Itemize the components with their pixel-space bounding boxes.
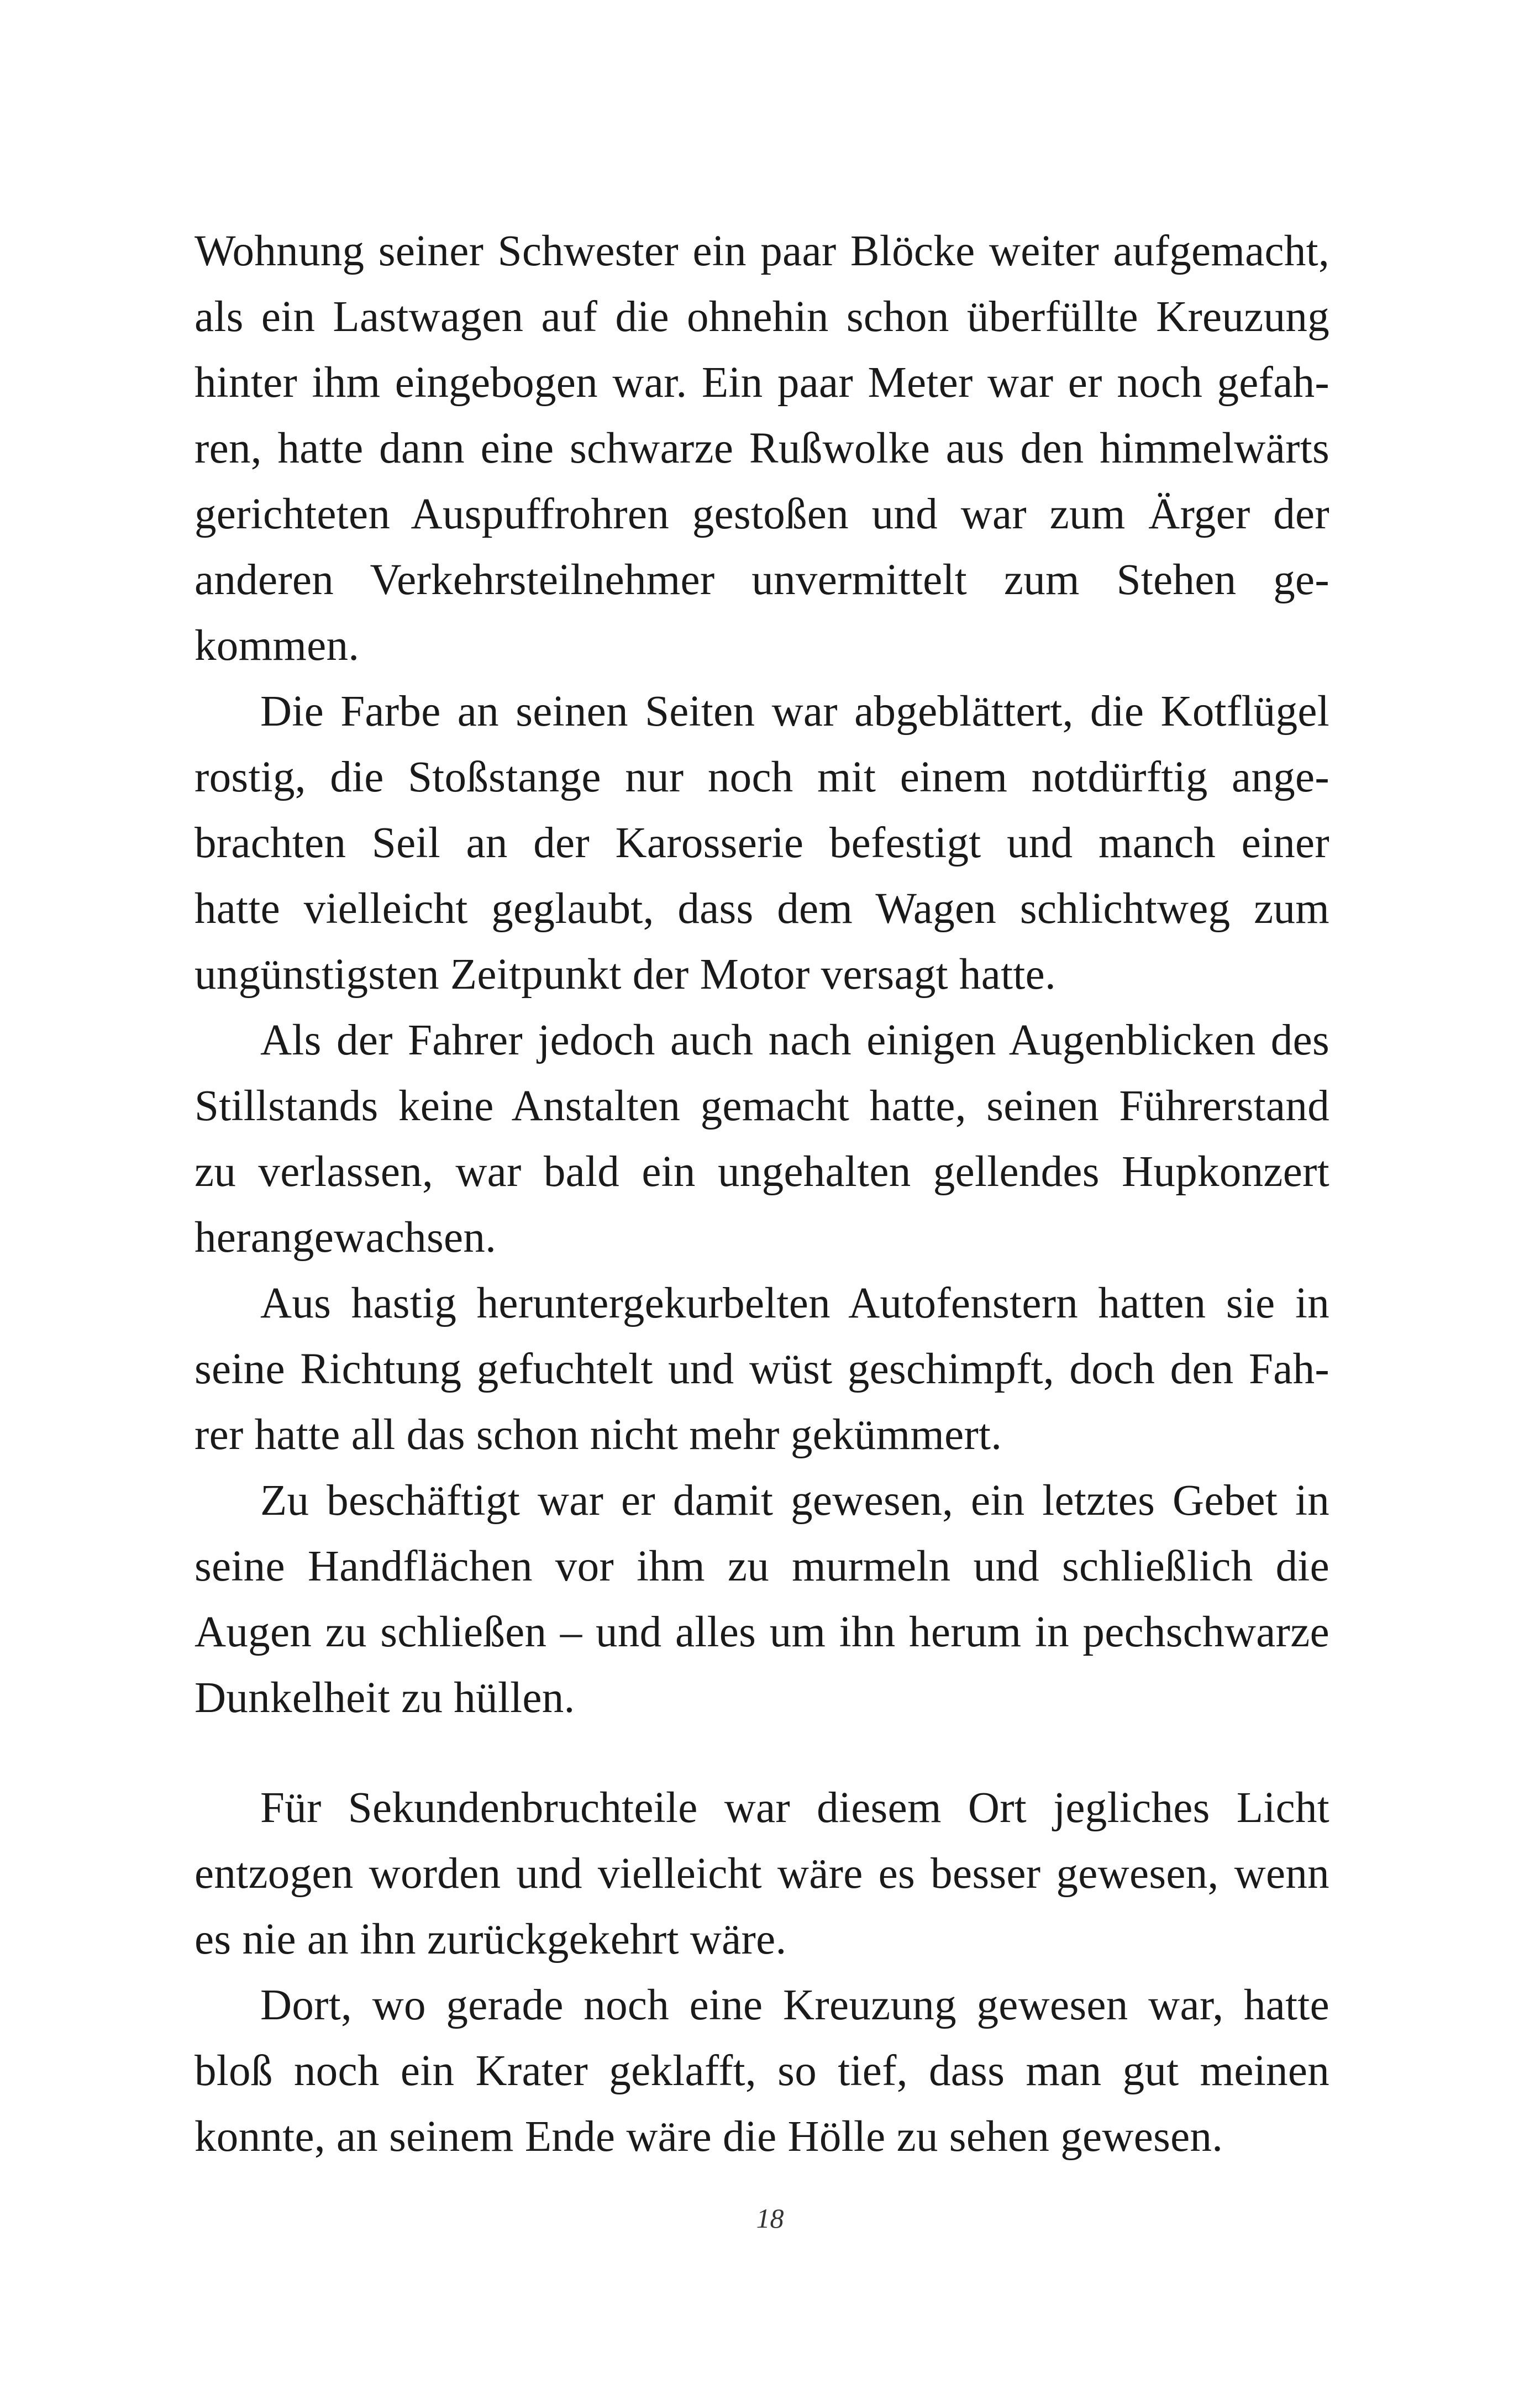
- text-line: Augen zu schließen – und alles um ihn herum in pechschwarze: [195, 1608, 1329, 1656]
- paragraph: [195, 1270, 1329, 1468]
- text-line: Zu beschäftigt war er damit gewesen, ein letztes Gebet in: [260, 1477, 1329, 1525]
- text-line: zu verlassen, war bald ein ungehalten gellendes Hupkonzert: [195, 1148, 1329, 1196]
- text-line: entzogen worden und vielleicht wäre es besser gewesen, wenn: [195, 1850, 1329, 1898]
- text-line: brachten Seil an der Karosserie befestigt und manch einer: [195, 819, 1329, 867]
- text-line: Für Sekundenbruchteile war diesem Ort jegliches Licht: [260, 1784, 1329, 1832]
- text-section-2: [195, 1775, 1329, 2170]
- text-line: Aus hastig heruntergekurbelten Autofenstern hatten sie in: [260, 1279, 1329, 1327]
- text-line: rer hatte all das schon nicht mehr gekümmert.: [195, 1411, 1002, 1459]
- text-line: rostig, die Stoßstange nur noch mit einem notdürftig ange-: [195, 753, 1329, 801]
- paragraph: [195, 1972, 1329, 2170]
- paragraph: [195, 1007, 1329, 1270]
- text-line: Dort, wo gerade noch eine Kreuzung gewesen war, hatte: [260, 1981, 1329, 2029]
- text-line: hinter ihm eingebogen war. Ein paar Meter war er noch gefah-: [195, 359, 1329, 407]
- text-line: anderen Verkehrsteilnehmer unvermittelt zum Stehen ge-: [195, 556, 1329, 604]
- text-line: Dunkelheit zu hüllen.: [195, 1674, 575, 1722]
- text-line: Als der Fahrer jedoch auch nach einigen Augenblicken des: [260, 1016, 1329, 1064]
- paragraph: [195, 218, 1329, 679]
- text-line: kommen.: [195, 622, 360, 670]
- text-line: bloß noch ein Krater geklafft, so tief, dass man gut meinen: [195, 2047, 1329, 2095]
- paragraph: [195, 679, 1329, 1007]
- page-number: 18: [756, 2203, 784, 2234]
- text-line: ren, hatte dann eine schwarze Rußwolke aus den himmelwärts: [195, 424, 1329, 472]
- text-section-1: [195, 218, 1329, 1731]
- text-line: konnte, an seinem Ende wäre die Hölle zu sehen gewesen.: [195, 2113, 1223, 2161]
- text-line: Die Farbe an seinen Seiten war abgeblättert, die Kotflügel: [260, 687, 1329, 736]
- text-line: seine Richtung gefuchtelt und wüst geschimpft, doch den Fah-: [195, 1345, 1329, 1393]
- text-line: Wohnung seiner Schwester ein paar Blöcke weiter aufgemacht,: [195, 227, 1329, 275]
- text-line: seine Handflächen vor ihm zu murmeln und schließlich die: [195, 1542, 1329, 1590]
- text-line: herangewachsen.: [195, 1214, 497, 1262]
- text-line: es nie an ihn zurückgekehrt wäre.: [195, 1915, 787, 1963]
- text-line: Stillstands keine Anstalten gemacht hatte, seinen Führerstand: [195, 1082, 1329, 1130]
- text-line: als ein Lastwagen auf die ohnehin schon überfüllte Kreuzung: [195, 293, 1329, 341]
- paragraph: [195, 1468, 1329, 1731]
- text-line: gerichteten Auspuffrohren gestoßen und war zum Ärger der: [195, 490, 1329, 538]
- text-line: hatte vielleicht geglaubt, dass dem Wagen schlichtweg zum: [195, 885, 1329, 933]
- paragraph: [195, 1775, 1329, 1972]
- text-line: ungünstigsten Zeitpunkt der Motor versagt hatte.: [195, 951, 1056, 999]
